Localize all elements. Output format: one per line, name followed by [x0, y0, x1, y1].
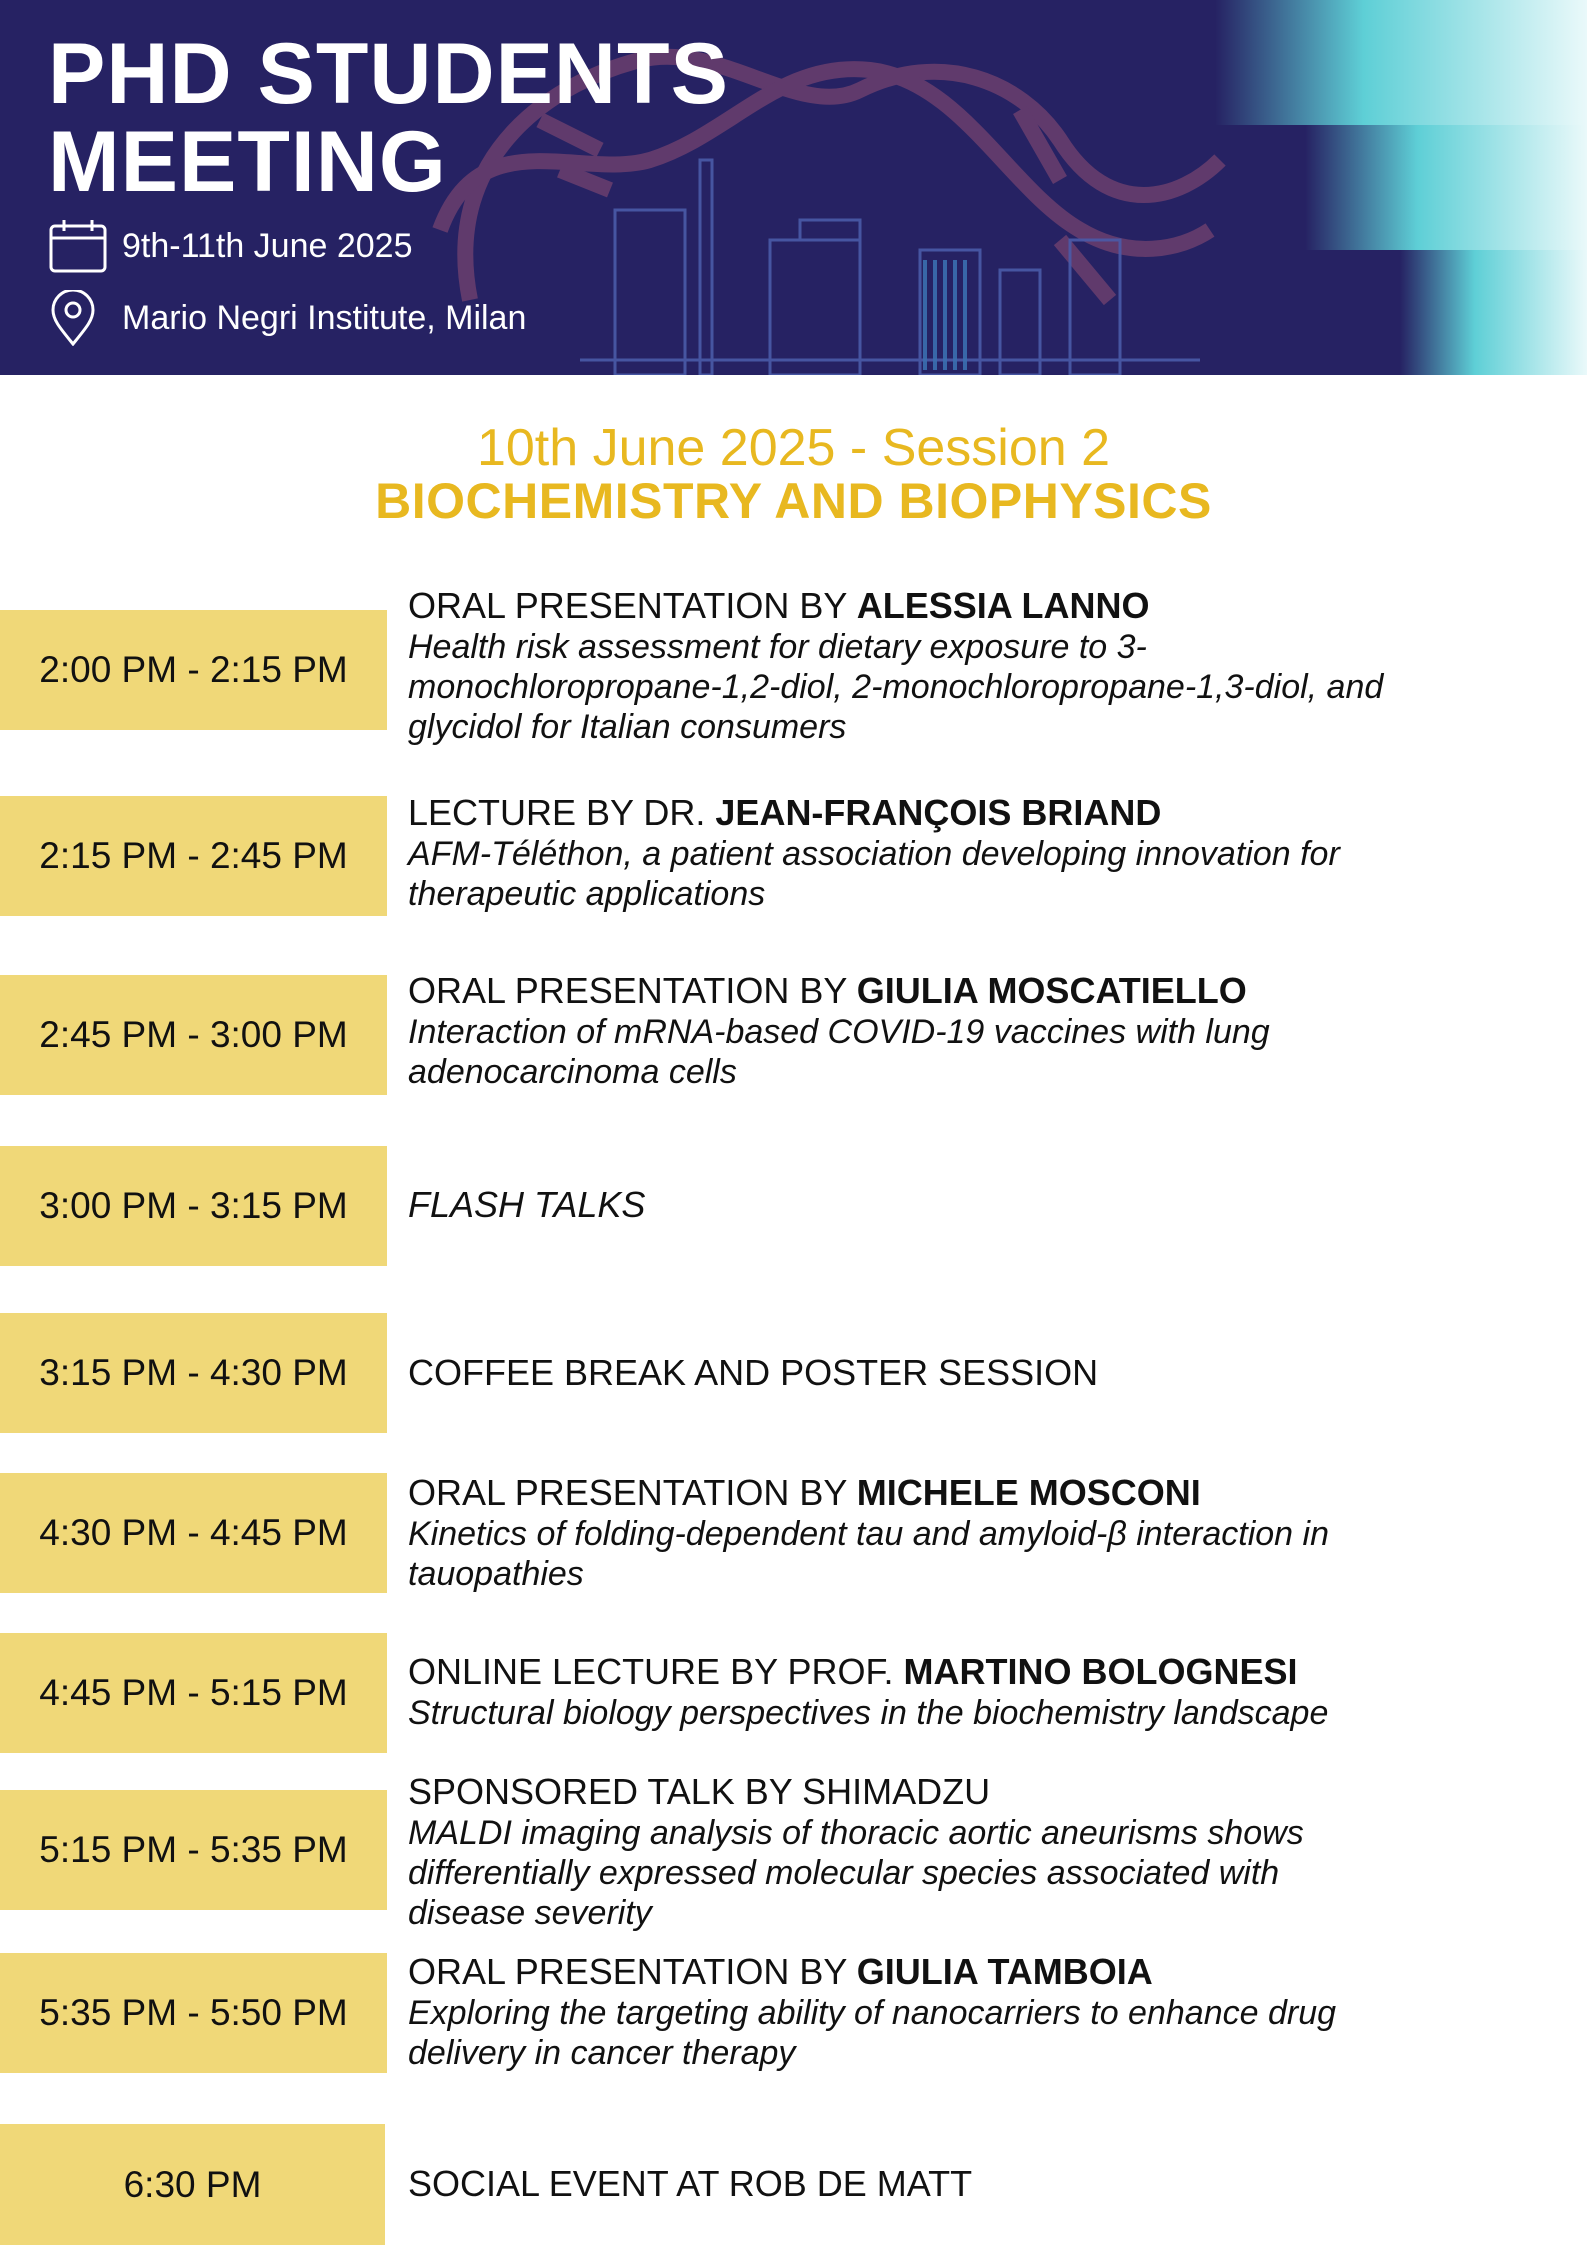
entry-title-line: Exploring the targeting ability of nanocarriers to enhance drug [408, 1994, 1337, 2032]
time-slot-6: 4:30 PM - 4:45 PM [0, 1473, 387, 1593]
entry-label: SOCIAL EVENT AT ROB DE MATT [408, 2163, 973, 2204]
schedule-entry-4 [408, 1184, 1558, 1226]
schedule-entry-8 [408, 1771, 1558, 1933]
teal-gradient-bar-middle [1305, 125, 1587, 250]
schedule-entry-1 [408, 585, 1558, 747]
speaker-name: MARTINO BOLOGNESI [903, 1651, 1298, 1692]
time-slot-1: 2:00 PM - 2:15 PM [0, 610, 387, 730]
entry-title-line: differentially expressed molecular species associated with [408, 1854, 1280, 1892]
entry-heading [408, 1951, 1558, 1993]
entry-title-line: Kinetics of folding-dependent tau and amyloid-β interaction in [408, 1515, 1329, 1553]
schedule-entry-2 [408, 792, 1558, 914]
schedule-entry-7 [408, 1651, 1558, 1733]
speaker-name: MICHELE MOSCONI [856, 1472, 1201, 1513]
entry-title-line: disease severity [408, 1894, 652, 1932]
speaker-name: GIULIA TAMBOIA [856, 1951, 1153, 1992]
schedule-entry-6 [408, 1472, 1558, 1594]
entry-role: ONLINE LECTURE BY PROF. [408, 1651, 904, 1692]
speaker-name: JEAN-FRANÇOIS BRIAND [715, 792, 1162, 833]
entry-title-line: tauopathies [408, 1555, 584, 1593]
time-slot-10: 6:30 PM [0, 2124, 385, 2245]
entry-role: ORAL PRESENTATION BY [408, 585, 857, 626]
schedule-entry-3 [408, 970, 1558, 1092]
entry-heading [408, 585, 1558, 627]
session-topic: BIOCHEMISTRY AND BIOPHYSICS [375, 473, 1212, 529]
entry-title-line: monochloropropane-1,2-diol, 2-monochloropropane-1,3-diol, and [408, 668, 1384, 706]
teal-gradient-bar-bottom [1400, 250, 1587, 375]
speaker-name: ALESSIA LANNO [856, 585, 1150, 626]
entry-title-line: therapeutic applications [408, 875, 766, 913]
entry-heading: SPONSORED TALK BY SHIMADZU [408, 1771, 991, 1812]
teal-gradient-bar-top [1215, 0, 1587, 125]
entry-heading [408, 792, 1558, 834]
time-slot-4: 3:00 PM - 3:15 PM [0, 1146, 387, 1266]
entry-role: ORAL PRESENTATION BY [408, 970, 857, 1011]
meeting-title-line2: MEETING [48, 114, 447, 210]
schedule-entry-5 [408, 1352, 1558, 1394]
speaker-name: GIULIA MOSCATIELLO [856, 970, 1247, 1011]
entry-title-line: MALDI imaging analysis of thoracic aortic aneurisms shows [408, 1814, 1304, 1852]
entry-title-line: Health risk assessment for dietary exposure to 3- [408, 628, 1147, 666]
event-location: Mario Negri Institute, Milan [122, 298, 527, 337]
session-date: 10th June 2025 - Session 2 [476, 419, 1111, 477]
schedule-entry-9 [408, 1951, 1558, 2073]
entry-title-line: AFM-Téléthon, a patient association developing innovation for [408, 835, 1340, 873]
meeting-title [48, 26, 729, 210]
calendar-icon [48, 218, 108, 274]
entry-role: ORAL PRESENTATION BY [408, 1951, 857, 1992]
entry-role: LECTURE BY DR. [408, 792, 716, 833]
schedule-entry-10 [408, 2163, 1558, 2205]
header-banner [0, 0, 1587, 375]
time-slot-9: 5:35 PM - 5:50 PM [0, 1953, 387, 2073]
time-slot-8: 5:15 PM - 5:35 PM [0, 1790, 387, 1910]
entry-heading [408, 970, 1558, 1012]
entry-title-line: Interaction of mRNA-based COVID-19 vaccines with lung [408, 1013, 1270, 1051]
entry-title-line: Structural biology perspectives in the biochemistry landscape [408, 1694, 1329, 1732]
entry-title-line: adenocarcinoma cells [408, 1053, 737, 1091]
entry-heading [408, 1651, 1558, 1693]
time-slot-7: 4:45 PM - 5:15 PM [0, 1633, 387, 1753]
time-slot-3: 2:45 PM - 3:00 PM [0, 975, 387, 1095]
time-slot-2: 2:15 PM - 2:45 PM [0, 796, 387, 916]
entry-label: COFFEE BREAK AND POSTER SESSION [408, 1352, 1099, 1393]
map-pin-icon [48, 290, 108, 346]
date-row [48, 218, 413, 274]
entry-title-line: glycidol for Italian consumers [408, 708, 847, 746]
time-slot-5: 3:15 PM - 4:30 PM [0, 1313, 387, 1433]
event-dates: 9th-11th June 2025 [122, 226, 413, 265]
entry-label: FLASH TALKS [408, 1184, 646, 1225]
entry-heading [408, 1472, 1558, 1514]
meeting-title-line1: PHD STUDENTS [48, 26, 729, 122]
entry-title-line: delivery in cancer therapy [408, 2034, 796, 2072]
entry-role: ORAL PRESENTATION BY [408, 1472, 857, 1513]
location-row [48, 290, 526, 346]
